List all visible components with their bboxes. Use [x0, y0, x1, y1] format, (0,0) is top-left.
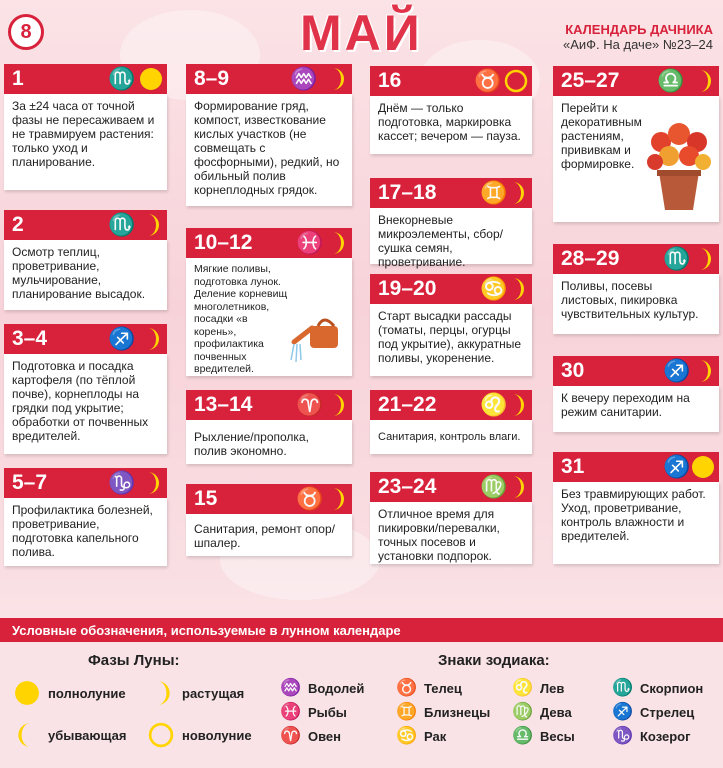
card-text: Внекорневые микроэлементы, сбор/сушка семян, проветривание.	[370, 208, 532, 264]
legend-zodiac-gemini	[396, 702, 490, 722]
zodiac-label: Овен	[308, 728, 342, 744]
legend-zodiac-sagittarius	[612, 702, 694, 722]
new-moon-icon	[148, 722, 174, 748]
card-text: Осмотр теплиц, проветривание, мульчирование, планирование высадок.	[4, 240, 167, 310]
card-text: Отличное время для пикировки/перевалки, точных посевов и установки подпорок.	[370, 502, 532, 564]
legend-zodiac-leo	[512, 678, 564, 698]
zodiac-libra-icon: ♎	[657, 68, 685, 93]
zodiac-scorpio-icon: ♏	[108, 212, 136, 237]
zodiac-sagittarius-icon: ♐	[663, 358, 691, 383]
zodiac-label: Близнецы	[424, 704, 491, 720]
card-date: 2	[12, 213, 24, 236]
card-date: 30	[561, 359, 585, 382]
legend-phase-full	[14, 680, 126, 706]
zodiac-label: Рак	[424, 728, 447, 744]
waxing-moon-icon	[504, 277, 528, 301]
zodiac-taurus-icon: ♉	[474, 68, 502, 93]
calendar-card	[370, 66, 532, 154]
legend-phase-waxing	[148, 680, 244, 706]
card-date: 15	[194, 487, 218, 510]
zodiac-taurus-icon: ♉	[396, 678, 418, 697]
zodiac-label: Телец	[424, 680, 462, 696]
calendar-card	[186, 390, 352, 464]
legend-zodiac-virgo	[512, 702, 572, 722]
full-moon-icon	[14, 680, 40, 706]
page-number-badge	[8, 14, 44, 50]
waxing-moon-icon	[139, 471, 163, 495]
calendar-card	[553, 452, 719, 564]
waxing-moon-icon	[324, 393, 348, 417]
legend-zodiac-libra	[512, 726, 575, 746]
card-date: 25–27	[561, 69, 620, 92]
card-date: 31	[561, 455, 585, 478]
waxing-moon-icon	[324, 67, 348, 91]
card-date: 13–14	[194, 393, 253, 416]
card-text: За ±24 часа от точной фазы не пересаживаем и не травмируем растения: только уход и планирование.	[4, 94, 167, 190]
calendar-card	[4, 468, 167, 566]
card-text: Перейти к декоративным растениям, прививкам и формировке.	[561, 101, 642, 171]
card-body	[553, 96, 719, 222]
card-text: Без травмирующих работ. Уход, проветривание, контроль влажности и вредителей.	[553, 482, 719, 564]
card-text: К вечеру переходим на режим санитарии.	[553, 386, 719, 432]
card-text: Старт высадки рассады (томаты, перцы, огурцы под укрытие), аккуратные поливы, укоренение.	[370, 304, 532, 376]
zodiac-scorpio-icon: ♏	[108, 66, 136, 91]
full-moon-icon	[691, 455, 715, 479]
calendar-card	[370, 178, 532, 269]
zodiac-leo-icon: ♌	[480, 392, 508, 417]
card-date: 21–22	[378, 393, 437, 416]
card-date: 23–24	[378, 475, 437, 498]
waxing-moon-icon	[148, 680, 174, 706]
zodiac-pisces-icon: ♓	[280, 702, 302, 721]
card-text: Мягкие поливы, подготовка лунок. Деление корневищ многолетников, посадки «в корень», профилактика почвенных вредителей.	[194, 263, 288, 375]
zodiac-pisces-icon: ♓	[296, 230, 324, 255]
calendar-card	[370, 390, 532, 454]
calendar-card	[4, 64, 167, 190]
zodiac-capricorn-icon: ♑	[612, 726, 634, 745]
legend-zodiac-pisces	[280, 702, 347, 722]
card-text: Рыхление/прополка, полив экономно.	[186, 420, 352, 464]
watering-can-icon	[288, 308, 346, 364]
waxing-moon-icon	[504, 475, 528, 499]
card-text: Днём — только подготовка, маркировка кассет; вечером — пауза.	[370, 96, 532, 154]
card-body	[186, 258, 352, 376]
card-date: 1	[12, 67, 24, 90]
waxing-moon-icon	[324, 487, 348, 511]
page-title: МАЙ	[300, 5, 423, 61]
legend-phase-label: растущая	[182, 685, 245, 701]
zodiac-label: Рыбы	[308, 704, 347, 720]
calendar-card	[186, 484, 352, 556]
zodiac-aquarius-icon: ♒	[290, 66, 318, 91]
calendar-card	[186, 64, 352, 206]
calendar-card	[4, 210, 167, 310]
zodiac-sagittarius-icon: ♐	[612, 702, 634, 721]
legend-phase-label: убывающая	[48, 727, 127, 743]
card-date: 10–12	[194, 231, 253, 254]
calendar-card	[4, 324, 167, 454]
card-text: Санитария, контроль влаги.	[370, 420, 532, 454]
zodiac-signs-title: Знаки зодиака:	[438, 652, 550, 669]
zodiac-label: Дева	[540, 704, 572, 720]
zodiac-scorpio-icon: ♏	[612, 678, 634, 697]
calendar-card	[553, 244, 719, 334]
zodiac-label: Скорпион	[640, 680, 704, 696]
zodiac-cancer-icon: ♋	[480, 276, 508, 301]
zodiac-aries-icon: ♈	[280, 726, 302, 745]
card-date: 5–7	[12, 471, 48, 494]
waning-moon-icon	[14, 722, 40, 748]
waxing-moon-icon	[691, 359, 715, 383]
legend-zodiac-aquarius	[280, 678, 364, 698]
waxing-moon-icon	[139, 213, 163, 237]
zodiac-scorpio-icon: ♏	[663, 246, 691, 271]
waxing-moon-icon	[691, 69, 715, 93]
card-text: Санитария, ремонт опор/шпалер.	[186, 514, 352, 556]
moon-phases-title: Фазы Луны:	[88, 652, 180, 669]
waxing-moon-icon	[324, 231, 348, 255]
zodiac-gemini-icon: ♊	[396, 702, 418, 721]
publication-info	[563, 22, 713, 52]
waxing-moon-icon	[504, 181, 528, 205]
zodiac-capricorn-icon: ♑	[108, 470, 136, 495]
legend-heading: Условные обозначения, используемые в лунном календаре	[0, 618, 723, 642]
zodiac-sagittarius-icon: ♐	[663, 454, 691, 479]
legend-zodiac-scorpio	[612, 678, 703, 698]
legend-phase-label: новолуние	[182, 727, 252, 743]
zodiac-label: Козерог	[640, 728, 691, 744]
new-moon-icon	[504, 69, 528, 93]
waxing-moon-icon	[504, 393, 528, 417]
card-text: Формирование гряд, компост, известкование кислых участков (не совмещать с фосфорными), редкий, но обильный полив корнеплодных грядок.	[186, 94, 352, 206]
zodiac-libra-icon: ♎	[512, 726, 534, 745]
publication-issue: «АиФ. На даче» №23–24	[563, 37, 713, 52]
calendar-card	[370, 472, 532, 564]
zodiac-aquarius-icon: ♒	[280, 678, 302, 697]
card-date: 19–20	[378, 277, 437, 300]
zodiac-taurus-icon: ♉	[296, 486, 324, 511]
waxing-moon-icon	[691, 247, 715, 271]
card-text: Подготовка и посадка картофеля (по тёплой почве), корнеплоды на грядки под укрытие; обработки от почвенных вредителей.	[4, 354, 167, 454]
legend-zodiac-taurus	[396, 678, 462, 698]
card-date: 17–18	[378, 181, 437, 204]
legend-panel	[0, 618, 723, 768]
calendar-card	[186, 228, 352, 376]
card-date: 16	[378, 69, 402, 92]
zodiac-label: Лев	[540, 680, 565, 696]
zodiac-leo-icon: ♌	[512, 678, 534, 697]
legend-phase-label: полнолуние	[48, 685, 126, 701]
card-date: 28–29	[561, 247, 620, 270]
calendar-card	[553, 356, 719, 432]
zodiac-virgo-icon: ♍	[480, 474, 508, 499]
zodiac-label: Стрелец	[640, 704, 695, 720]
legend-phase-waning	[14, 722, 126, 748]
zodiac-cancer-icon: ♋	[396, 726, 418, 745]
potted-chrysanthemum-icon	[643, 118, 715, 214]
waxing-moon-icon	[139, 327, 163, 351]
legend-phase-new	[148, 722, 252, 748]
legend-zodiac-aries	[280, 726, 341, 746]
zodiac-gemini-icon: ♊	[480, 180, 508, 205]
zodiac-sagittarius-icon: ♐	[108, 326, 136, 351]
publication-title: КАЛЕНДАРЬ ДАЧНИКА	[565, 22, 713, 37]
zodiac-label: Водолей	[308, 680, 365, 696]
card-text: Профилактика болезней, проветривание, подготовка капельного полива.	[4, 498, 167, 566]
card-date: 8–9	[194, 67, 230, 90]
zodiac-label: Весы	[540, 728, 575, 744]
legend-zodiac-capricorn	[612, 726, 691, 746]
legend-zodiac-cancer	[396, 726, 446, 746]
card-date: 3–4	[12, 327, 48, 350]
zodiac-aries-icon: ♈	[296, 392, 324, 417]
calendar-card	[553, 66, 719, 222]
page-number: 8	[20, 20, 32, 43]
calendar-card	[370, 274, 532, 376]
full-moon-icon	[139, 67, 163, 91]
zodiac-virgo-icon: ♍	[512, 702, 534, 721]
card-text: Поливы, посевы листовых, пикировка чувствительных культур.	[553, 274, 719, 334]
